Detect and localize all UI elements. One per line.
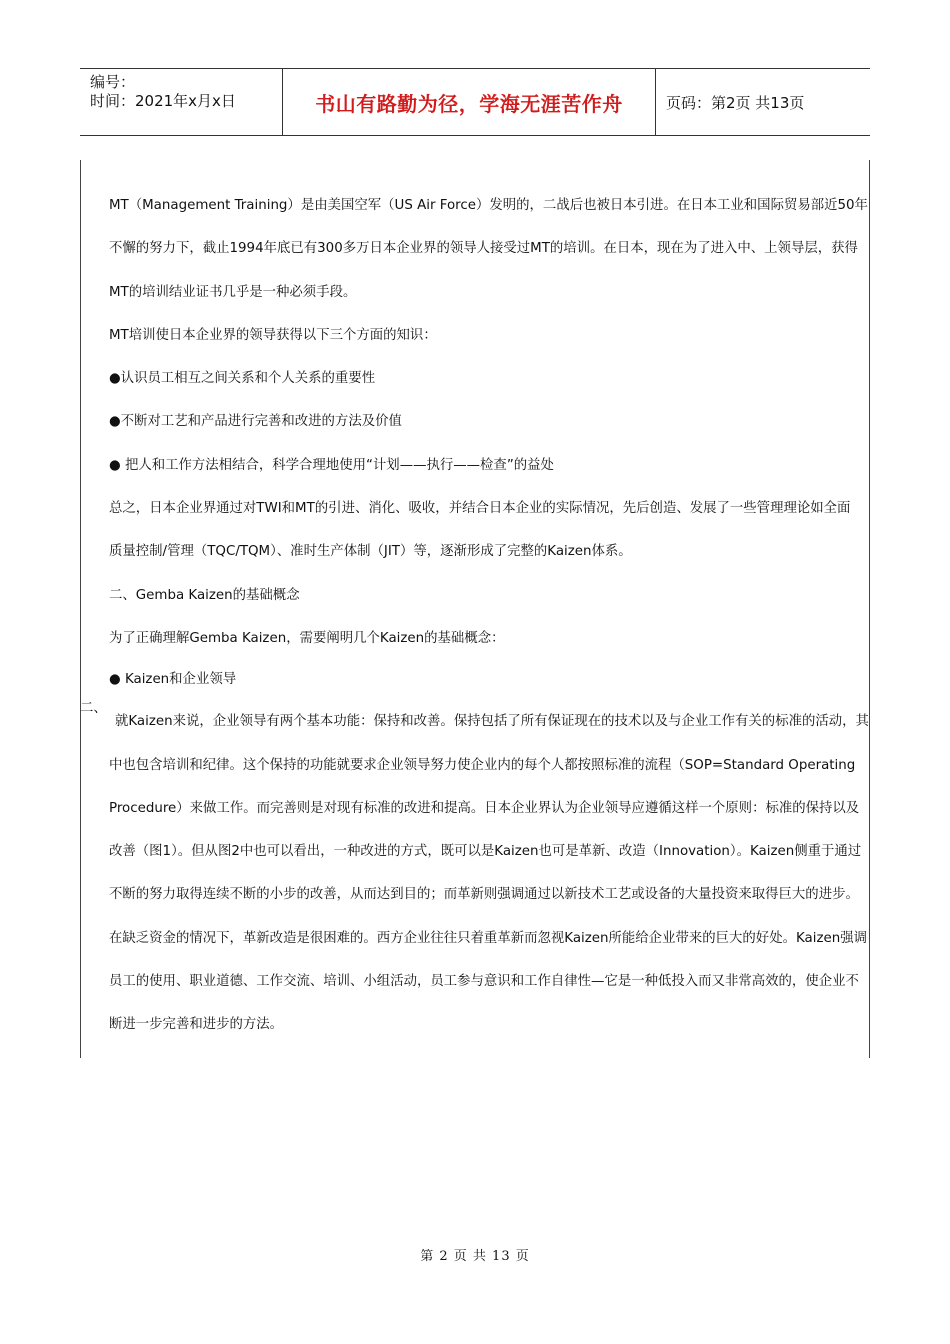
paragraph-kaizen-functions: 就Kaizen来说，企业领导有两个基本功能：保持和改善。保持包括了所有保证现在的技术以及与企业工作有关的标准的活动，其中也包含培训和纪律。这个保持的功能就要求企业领导努力使企业内的每个人都按照标准的流程（SOP=Standard Operating Procedure）来做工作。而完善则是对现有标准的改进和提高。日本企业界认为企业领导应遵循这样一个原则：标准的保持以及改善（图1）。但从图2中也可以看出，一种改进的方式，既可以是Kaizen也可是革新、改造（Innovation）。Kaizen侧重于通过不断的努力取得连续不断的小步的改善，从而达到目的；而革新则强调通过以新技术工艺或设备的大量投资来取得巨大的进步。在缺乏资金的情况下，革新改造是很困难的。西方企业往往只着重革新而忽视Kaizen所能给企业带来的巨大的好处。Kaizen强调员工的使用、职业道德、工作交流、培训、小组活动，员工参与意识和工作自律性—它是一种低投入而又非常高效的，使企业不断进一步完善和进步的方法。 — [109, 714, 869, 1033]
serial-label: 编号： — [90, 73, 136, 91]
bullet-item-3: ● 把人和工作方法相结合，科学合理地使用“计划——执行——检查”的益处 — [109, 457, 554, 473]
bullet-item-2: ●不断对工艺和产品进行完善和改进的方法及价值 — [109, 414, 402, 430]
paragraph-summary: 总之，日本企业界通过对TWI和MT的引进、消化、吸收，并结合日本企业的实际情况，先后创造、发展了一些管理理论如全面质量控制/管理（TQC/TQM）、准时生产体制（JIT）等，逐渐形成了完整的Kaizen体系。 — [109, 501, 851, 560]
document-body — [109, 184, 869, 1047]
bullet-item-1: ●认识员工相互之间关系和个人关系的重要性 — [109, 371, 376, 387]
header-meta — [80, 69, 282, 135]
section-marker: 二、 — [80, 701, 107, 716]
header-motto: 书山有路勤为径，学海无涯苦作舟 — [282, 69, 656, 135]
paragraph-mt-knowledge: MT培训使日本企业界的领导获得以下三个方面的知识： — [109, 327, 437, 343]
section-heading: 二、Gemba Kaizen的基础概念 — [109, 587, 300, 603]
frame-right-border — [869, 160, 870, 1058]
paragraph-concepts-intro: 为了正确理解Gemba Kaizen，需要阐明几个Kaizen的基础概念： — [109, 630, 505, 646]
bullet-kaizen-leadership: ● Kaizen和企业领导 — [109, 672, 237, 688]
date-label: 时间：2021年x月x日 — [90, 92, 236, 110]
header-page-info: 页码：第2页 共13页 — [666, 93, 805, 112]
frame-left-border — [80, 160, 81, 1058]
paragraph-mt-intro: MT（Management Training）是由美国空军（US Air Force）发明的，二战后也被日本引进。在日本工业和国际贸易部近50年不懈的努力下，截止1994年底已有300多万日本企业界的领导人接受过MT的培训。在日本，现在为了进入中、上领导层，获得MT的培训结业证书几乎是一种必须手段。 — [109, 198, 868, 300]
page-footer: 第 2 页 共 13 页 — [420, 1249, 530, 1264]
document-header — [80, 68, 870, 136]
